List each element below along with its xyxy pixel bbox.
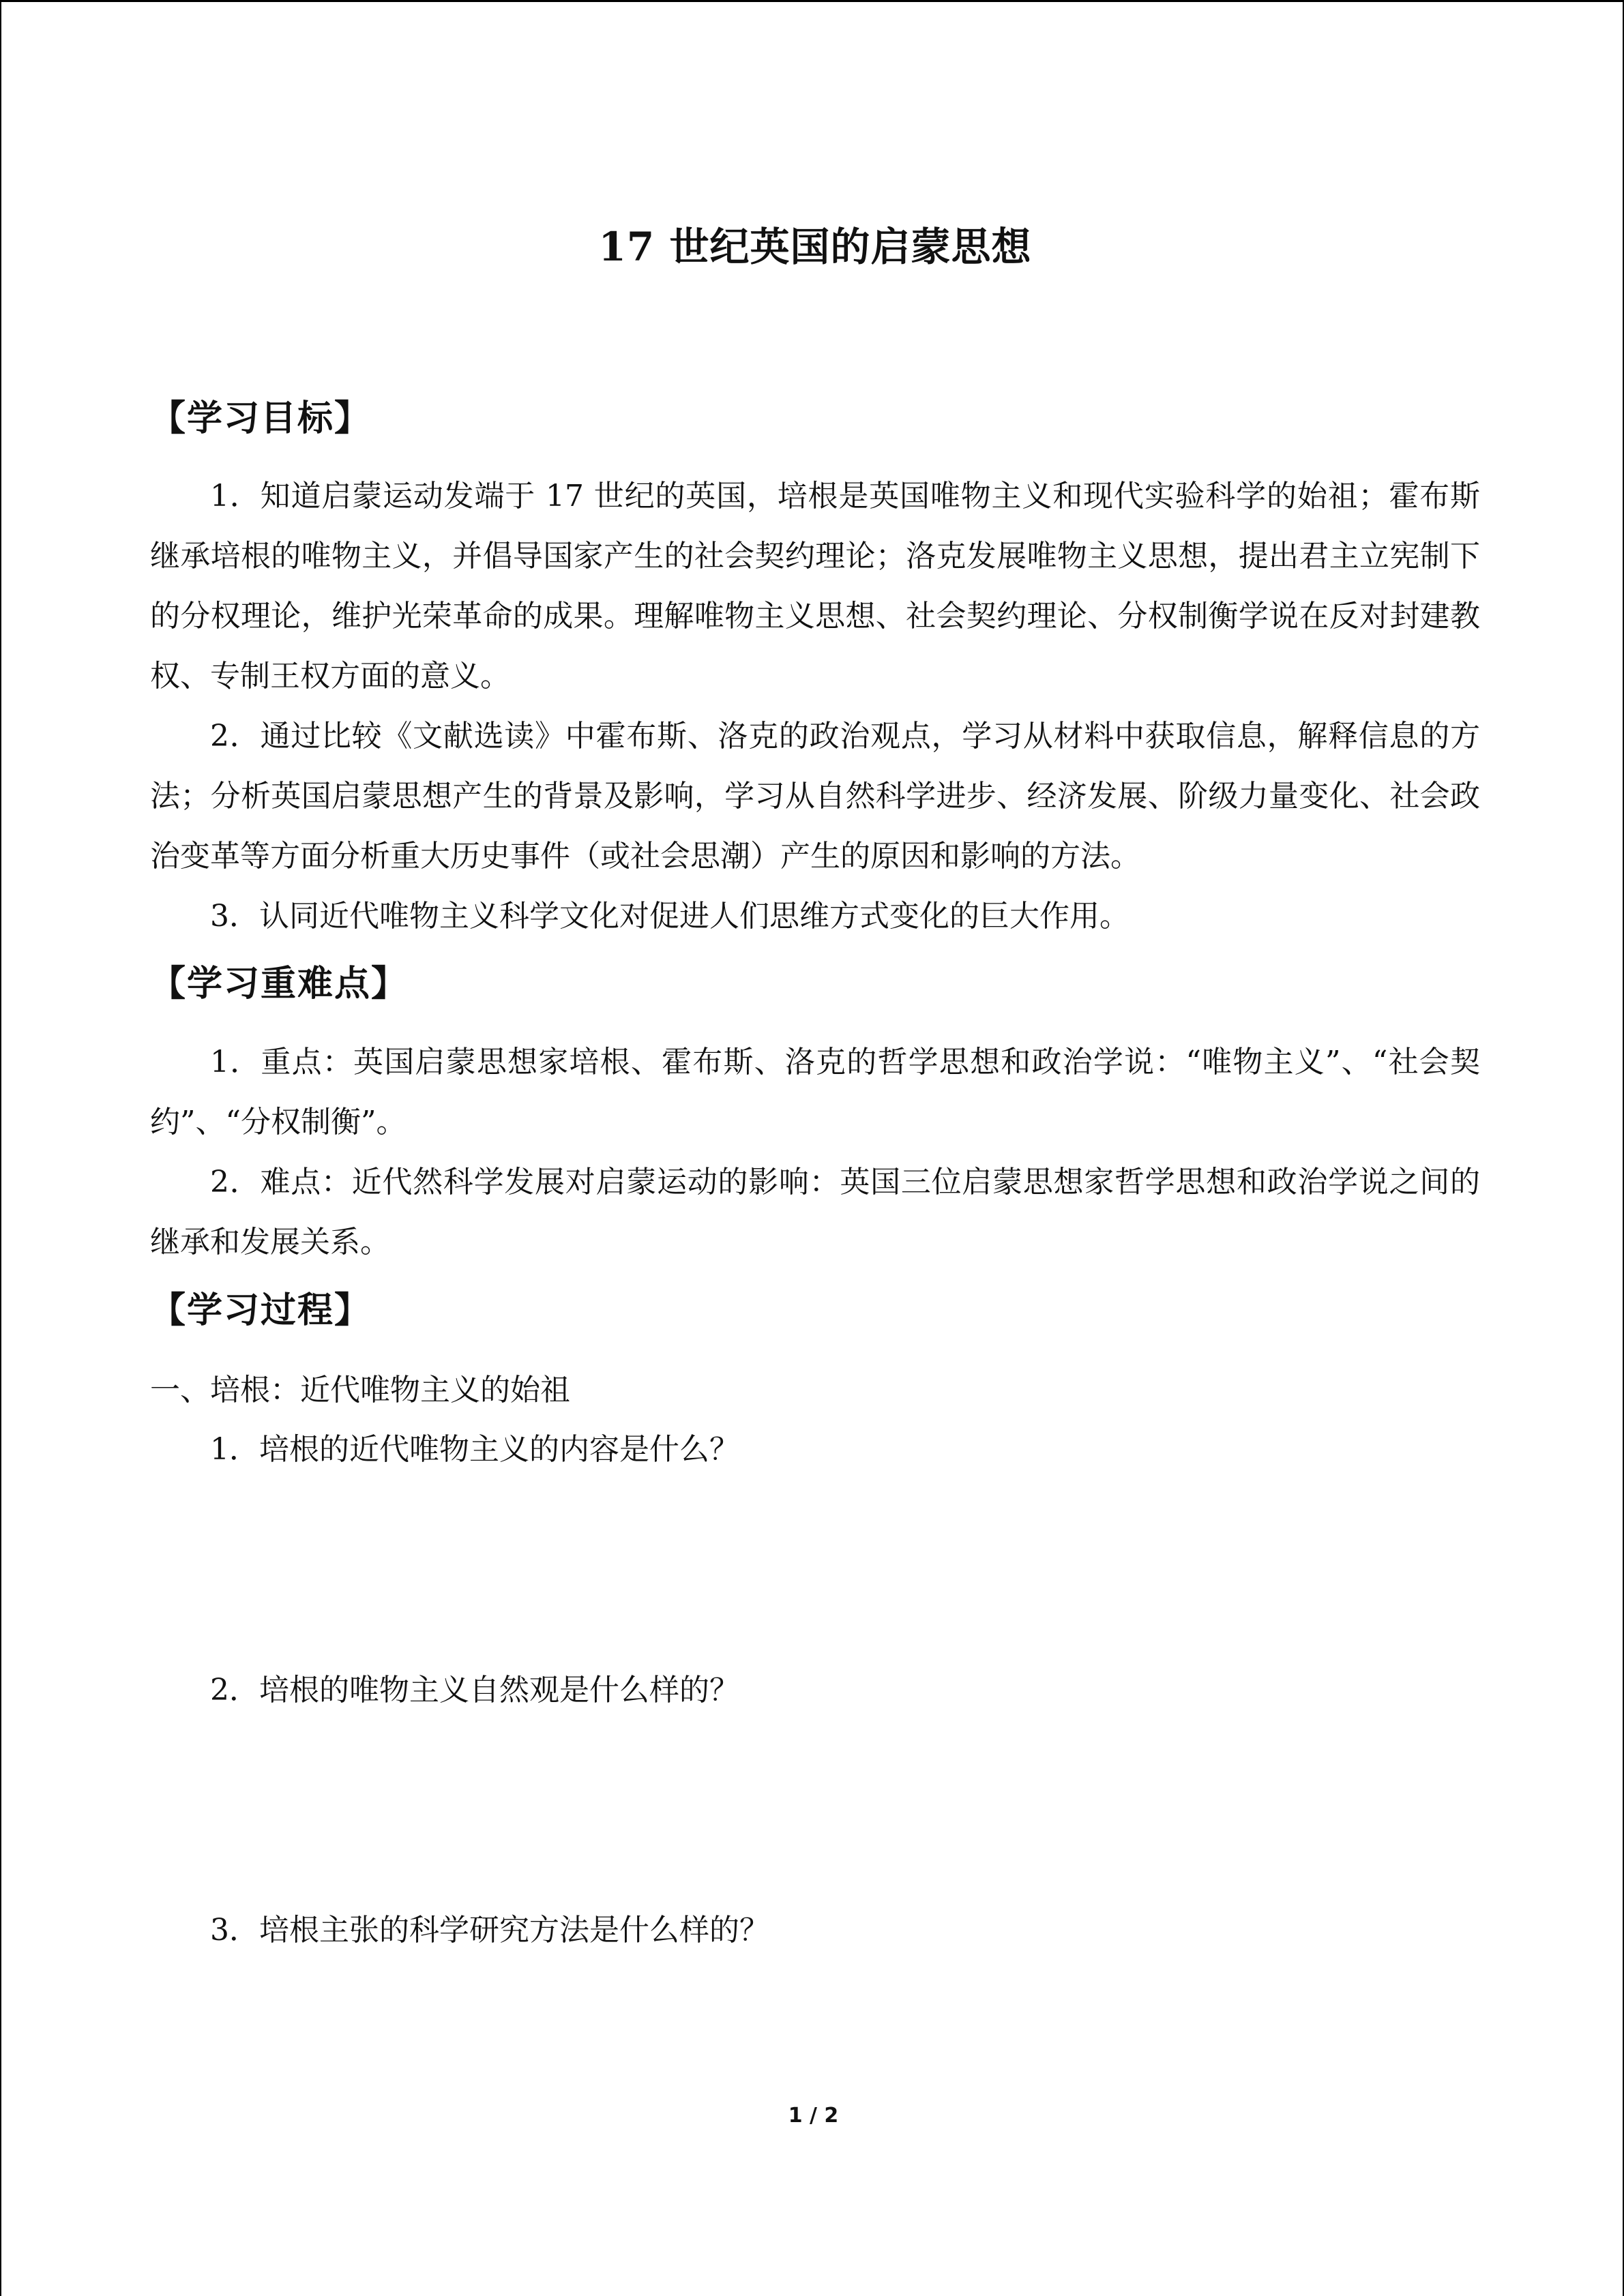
key-point-item-1: 1．重点：英国启蒙思想家培根、霍布斯、洛克的哲学思想和政治学说：“唯物主义”、“社会契约”、“分权制衡”。 xyxy=(150,1045,1480,1139)
key-point-item-2: 2．难点：近代然科学发展对启蒙运动的影响：英国三位启蒙思想家哲学思想和政治学说之间的继承和发展关系。 xyxy=(150,1165,1480,1259)
question-item-2: 2．培根的唯物主义自然观是什么样的？ xyxy=(210,1673,739,1708)
section-heading-key-points: 【学习重难点】 xyxy=(150,964,409,1004)
process-subheading: 一、培根：近代唯物主义的始祖 xyxy=(150,1373,570,1407)
section-heading-objectives: 【学习目标】 xyxy=(150,398,372,439)
objective-item-2: 2．通过比较《文献选读》中霍布斯、洛克的政治观点，学习从材料中获取信息，解释信息的方法；分析英国启蒙思想产生的背景及影响，学习从自然科学进步、经济发展、阶级力量变化、社会政治变革等方面分析重大历史事件（或社会思潮）产生的原因和影响的方法。 xyxy=(150,719,1480,874)
section-heading-process: 【学习过程】 xyxy=(150,1290,372,1331)
objective-item-3: 3．认同近代唯物主义科学文化对促进人们思维方式变化的巨大作用。 xyxy=(210,899,1130,934)
page-title: 17 世纪英国的启蒙思想 xyxy=(598,224,1032,270)
objective-item-1: 1．知道启蒙运动发端于 17 世纪的英国，培根是英国唯物主义和现代实验科学的始祖；霍布斯继承培根的唯物主义，并倡导国家产生的社会契约理论；洛克发展唯物主义思想，提出君主立宪制下的分权理论，维护光荣革命的成果。理解唯物主义思想、社会契约理论、分权制衡学说在反对封建教权、专制王权方面的意义。 xyxy=(150,479,1480,694)
question-item-1: 1．培根的近代唯物主义的内容是什么？ xyxy=(210,1432,739,1467)
page-number: 1 / 2 xyxy=(788,2104,839,2128)
question-item-3: 3．培根主张的科学研究方法是什么样的？ xyxy=(210,1913,769,1948)
